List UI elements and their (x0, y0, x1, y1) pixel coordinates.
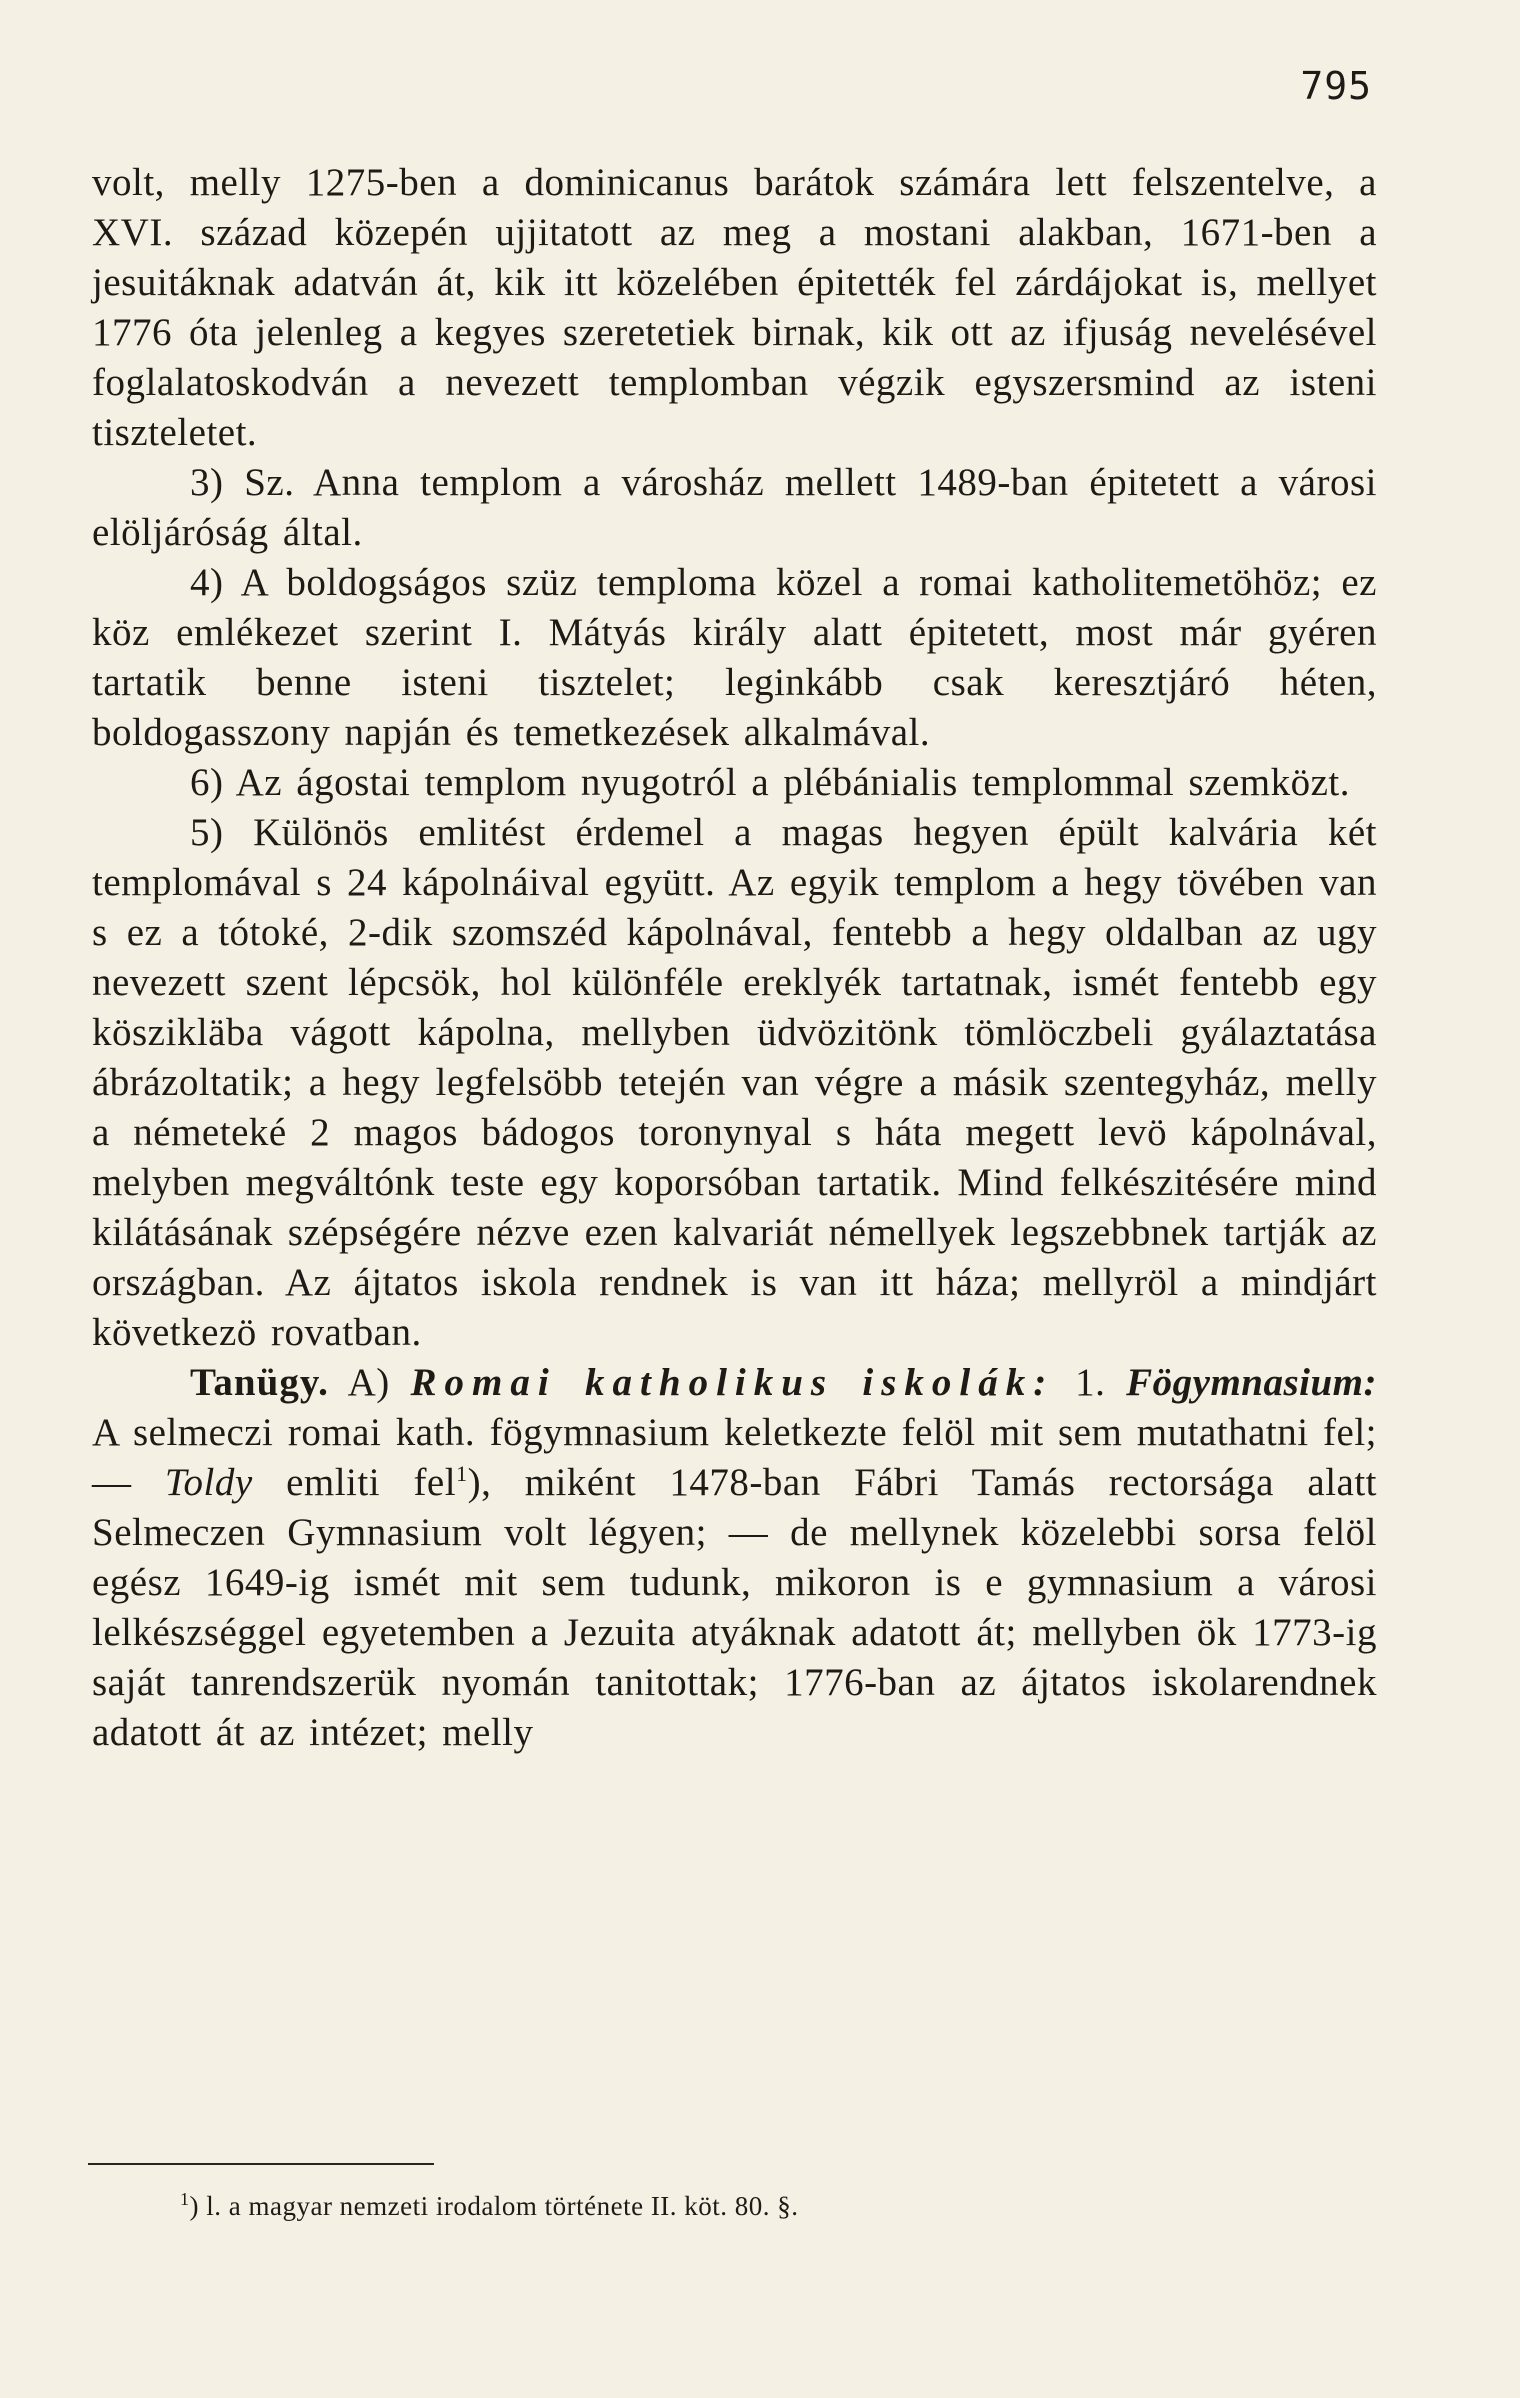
footnote-text: ) l. a magyar nemzeti irodalom története II. köt. 80. §. (189, 2191, 799, 2221)
paragraph-calvary: 5) Különös emlitést érdemel a magas hegyen épült kalvária két templomával s 24 kápolnáival együtt. Az egyik templom a hegy tövében van s ez a tótoké, 2-dik szomszéd kápolnával, fentebb a hegy oldalban az ugy nevezett szent lépcsök, hol különféle ereklyék tartatnak, ismét fentebb egy köszikläba vágott kápolna, mellyben üdvözitönk tömlöczbeli gyálaztatása ábrázoltatik; a hegy legfelsöbb tetején van végre a másik szentegyház, melly a németeké 2 magos bádogos toronynyal s háta megett levö kápolnával, melyben megváltónk teste egy koporsóban tartatik. Mind felkészitésére mind kilátásának szépségére nézve ezen kalvariát némellyek legszebbnek tartják az országban. Az ájtatos iskola rendnek is van itt háza; mellyröl a mindjárt következö rovatban. (92, 811, 1377, 1354)
cited-author: Toldy (164, 1461, 253, 1504)
item-number: 1. (1075, 1361, 1106, 1404)
main-text-block (92, 158, 1377, 1758)
subsection-title: Romai katholikus iskolák: (410, 1361, 1055, 1404)
education-text-2: emliti fel (252, 1461, 457, 1504)
paragraph-virgin-church: 4) A boldogságos szüz temploma közel a romai katholitemetöhöz; ez köz emlékezet szerint I. Mátyás király alatt épitetett, most már gyéren tartatik benne isteni tisztelet; leginkább csak keresztjáró héten, boldogasszony napján és temetkezések alkalmával. (92, 561, 1377, 754)
education-text-3: ), miként 1478-ban Fábri Tamás rectorsága alatt Selmeczen Gymnasium volt légyen; — de mellynek közelebbi sorsa felöl egész 1649-ig ismét mit sem tudunk, mikoron is e gymnasium a városi lelkészséggel egyetemben a Jezuita atyáknak adatott át; mellyben ök 1773-ig saját tanrendszerük nyomán tanitottak; 1776-ban az ájtatos iskolarendnek adatott át az intézet; melly (92, 1461, 1378, 1754)
footnote-reference: 1 (456, 1461, 468, 1486)
subsection-label: A) (347, 1361, 390, 1404)
footnote-mark: 1 (180, 2189, 190, 2209)
section-heading: Tanügy. (190, 1361, 329, 1404)
page-number: 795 (1300, 64, 1372, 108)
paragraph-augsburg-church: 6) Az ágostai templom nyugotról a plébánialis templommal szemközt. (190, 761, 1351, 804)
paragraph-anna-church: 3) Sz. Anna templom a városház mellett 1489-ban épitetett a városi elöljáróság által. (92, 461, 1377, 554)
item-title: Fögymnasium: (1126, 1361, 1377, 1404)
footnote (180, 2188, 799, 2224)
paragraph-continuation: volt, melly 1275-ben a dominicanus barátok számára lett felszentelve, a XVI. század közepén ujjitatott az meg a mostani alakban, 1671-ben a jesuitáknak adatván át, kik itt közelében épitették fel zárdájokat is, mellyet 1776 óta jelenleg a kegyes szeretetiek birnak, kik ott az ifjuság nevelésével foglalatoskodván a nevezett templomban végzik egyszersmind az isteni tiszteletet. (92, 161, 1377, 454)
paragraph-education (92, 1358, 1377, 1758)
education-text-1: A selmeczi romai kath. fögymnasium keletkezte felöl mit sem mutathatni fel; — (92, 1411, 1377, 1504)
footnote-divider (88, 2163, 434, 2165)
